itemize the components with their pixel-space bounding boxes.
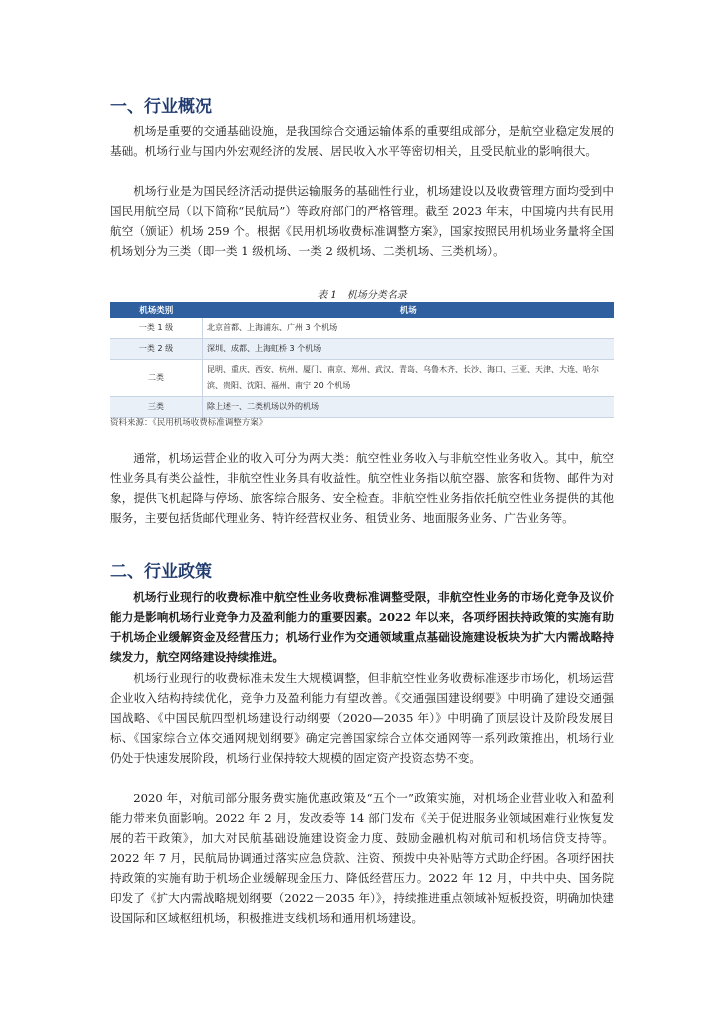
policy-paragraph-1: 机场行业现行的收费标准未发生大规模调整，但非航空性业务收费标准逐步市场化，机场运营企业收入结构持续优化，竞争力及盈利能力有望改善。《交通强国建设纲要》中明确了建设交通强国战略、《中国民航四型机场建设行动纲要（2020—2035 年）》中明确了顶层设计及阶段发展目标、《国家综合立体交通网规划纲要》确定完善国家综合立体交通网等一系列政策推出，机场行业仍处于快速发展阶段，机场行业保持较大规模的固定资产投资态势不变。 (110, 671, 614, 765)
table-cell-airports: 除上述一、二类机场以外的机场 (203, 397, 615, 418)
table-caption: 表 1 机场分类名录 (317, 290, 407, 301)
policy-summary-paragraph: 机场行业现行的收费标准中航空性业务收费标准调整受限，非航空性业务的市场化竞争及议价能力是影响机场行业竞争力及盈利能力的重要因素。2022 年以来，各项纾困扶持政策的实施有助于机场企业缓解资金及经营压力；机场行业作为交通领域重点基础设施建设板块为扩大内需战略持续发力，航空网络建设持续推进。 (110, 590, 614, 664)
table-cell-category: 一类 2 级 (110, 339, 203, 360)
table-cell-airports: 北京首都、上海浦东、广州 3 个机场 (203, 318, 615, 339)
table-header-row (110, 302, 614, 318)
table-header-airports: 机场 (203, 302, 615, 318)
table-cell-category: 一类 1 级 (110, 318, 203, 339)
table-row (110, 397, 614, 418)
policy-paragraph-2: 2020 年，对航司部分服务费实施优惠政策及“五个一”政策实施，对机场企业营业收入和盈利能力带来负面影响。2022 年 2 月，发改委等 14 部门发布《关于促进服务业领域困难行业恢复发展的若干政策》，加大对民航基础设施建设资金力度、鼓励金融机构对航司和机场信贷支持等。2022 年 7 月，民航局协调通过落实应急贷款、注资、预拨中央补贴等方式助企纾困。各项纾困扶持政策的实施有助于机场企业缓解现金压力、降低经营压力。2022 年 12 月，中共中央、国务院印发了《扩大内需战略规划纲要（2022－2035 年）》，持续推进重点领域补短板投资，明确加快建设国际和区域枢纽机场，积极推进支线机场和通用机场建设。 (110, 791, 614, 925)
section-title-policy: 二、行业政策 (110, 562, 212, 582)
table-header-category: 机场类别 (110, 302, 203, 318)
table-row (110, 318, 614, 339)
section-title-overview: 一、行业概况 (110, 97, 212, 117)
overview-paragraph-1: 机场是重要的交通基础设施，是我国综合交通运输体系的重要组成部分，是航空业稳定发展的基础。机场行业与国内外宏观经济的发展、居民收入水平等密切相关，且受民航业的影响很大。 (110, 124, 614, 158)
airport-classification-table (110, 302, 614, 418)
table-cell-airports: 深圳、成都、上海虹桥 3 个机场 (203, 339, 615, 360)
table-row (110, 339, 614, 360)
overview-paragraph-3: 通常，机场运营企业的收入可分为两大类：航空性业务收入与非航空性业务收入。其中，航空性业务具有类公益性，非航空性业务具有收益性。航空性业务指以航空器、旅客和货物、邮件为对象，提供飞机起降与停场、旅客综合服务、安全检查。非航空性业务指依托航空性业务提供的其他服务，主要包括货邮代理业务、特许经营权业务、租赁业务、地面服务业务、广告业务等。 (110, 451, 614, 525)
table-cell-category: 三类 (110, 397, 203, 418)
table-source-note: 资料来源：《民用机场收费标准调整方案》 (110, 418, 268, 428)
table-cell-category: 二类 (110, 360, 203, 397)
overview-paragraph-2: 机场行业是为国民经济活动提供运输服务的基础性行业，机场建设以及收费管理方面均受到中国民用航空局（以下简称“民航局”）等政府部门的严格管理。截至 2023 年末，中国境内共有民用航空（颁证）机场 259 个。根据《民用机场收费标准调整方案》，国家按照民用机场业务量将全国机场划分为三类（即一类 1 级机场、一类 2 级机场、二类机场、三类机场）。 (110, 184, 614, 258)
table-cell-airports: 昆明、重庆、西安、杭州、厦门、南京、郑州、武汉、青岛、乌鲁木齐、长沙、海口、三亚、天津、大连、哈尔滨、贵阳、沈阳、福州、南宁 20 个机场 (203, 360, 615, 397)
table-row (110, 360, 614, 397)
